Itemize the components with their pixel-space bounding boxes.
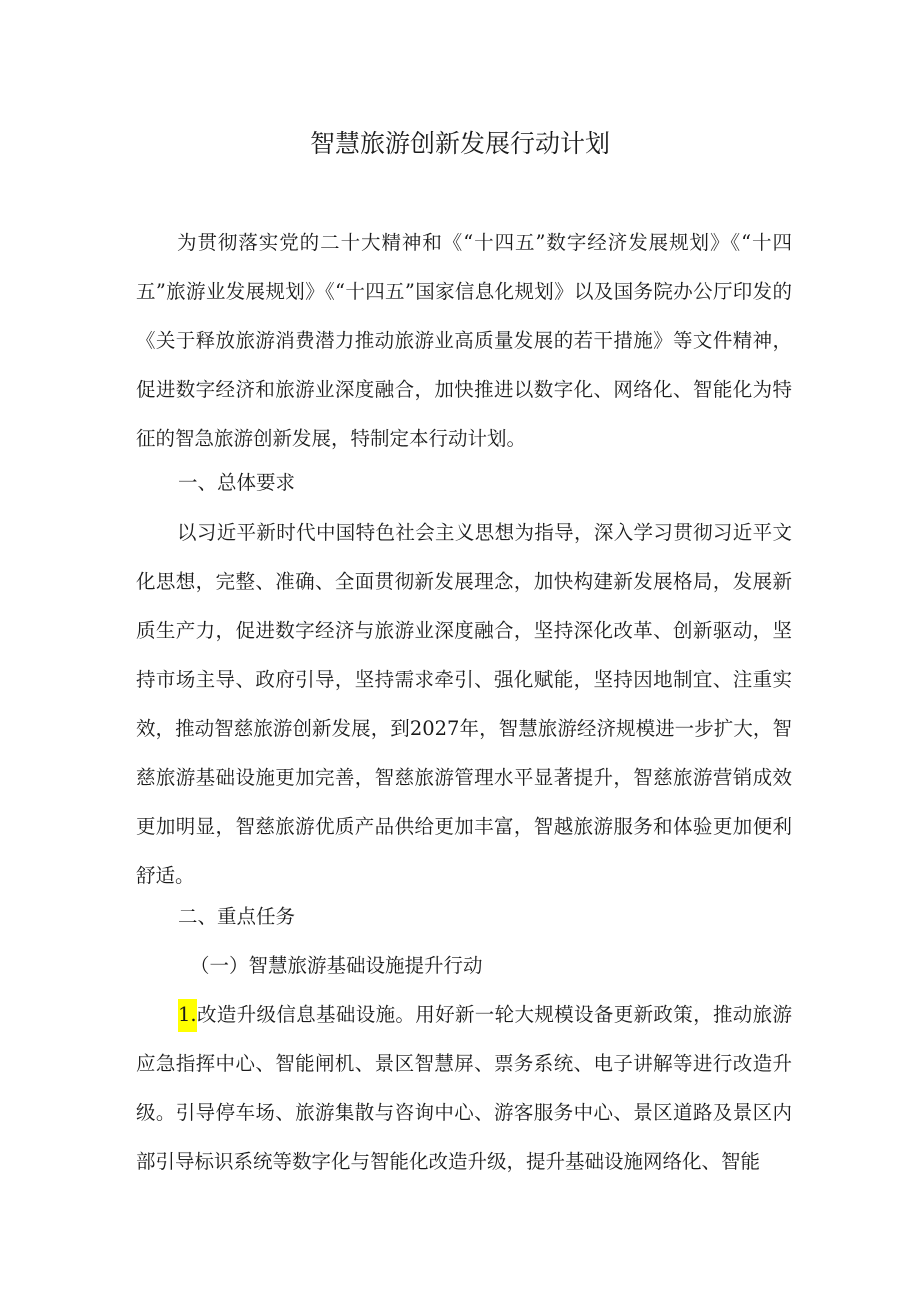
document-title: 智慧旅游创新发展行动计划 bbox=[309, 129, 610, 158]
intro-paragraph: 为贯彻落实党的二十大精神和《“十四五”数字经济发展规划》《“十四五”旅游业发展规划》《“十四五”国家信息化规划》以及国务院办公厅印发的《关于释放旅游消费潜力推动旅游业高质量发展的若干措施》等文件精神，促进数字经济和旅游业深度融合，加快推进以数字化、网络化、智能化为特征的智急旅游创新发展，特制定本行动计划。 bbox=[136, 231, 792, 450]
item-1-text: 改造升级信息基础设施。用好新一轮大规模设备更新政策，推动旅游应急指挥中心、智能闸机、景区智慧屏、票务系统、电子讲解等进行改造升级。引导停车场、旅游集散与咨询中心、游客服务中心、景区道路及景区内部引导标识系统等数字化与智能化改造升级，提升基础设施网络化、智能 bbox=[136, 1003, 792, 1173]
section-heading-key-tasks: 二、重点任务 bbox=[178, 905, 296, 928]
subsection-heading-infrastructure: （一）智慧旅游基础设施提升行动 bbox=[190, 954, 483, 977]
highlighted-item-number: 1. bbox=[178, 999, 197, 1032]
section-heading-general-requirements: 一、总体要求 bbox=[178, 471, 296, 494]
item-1-paragraph bbox=[136, 990, 792, 1186]
general-requirements-paragraph: 以习近平新时代中国特色社会主义思想为指导，深入学习贯彻习近平文化思想，完整、准确、全面贯彻新发展理念，加快构建新发展格局，发展新质生产力，促进数字经济与旅游业深度融合，坚持深化改革、创新驱动，坚持市场主导、政府引导，坚持需求牵引、强化赋能，坚持因地制宜、注重实效，推动智慈旅游创新发展，到2027年，智慧旅游经济规模进一步扩大，智慈旅游基础设施更加完善，智慈旅游管理水平显著提升，智慈旅游营销成效更加明显，智慈旅游优质产品供给更加丰富，智越旅游服务和体验更加便利舒适。 bbox=[136, 521, 792, 887]
